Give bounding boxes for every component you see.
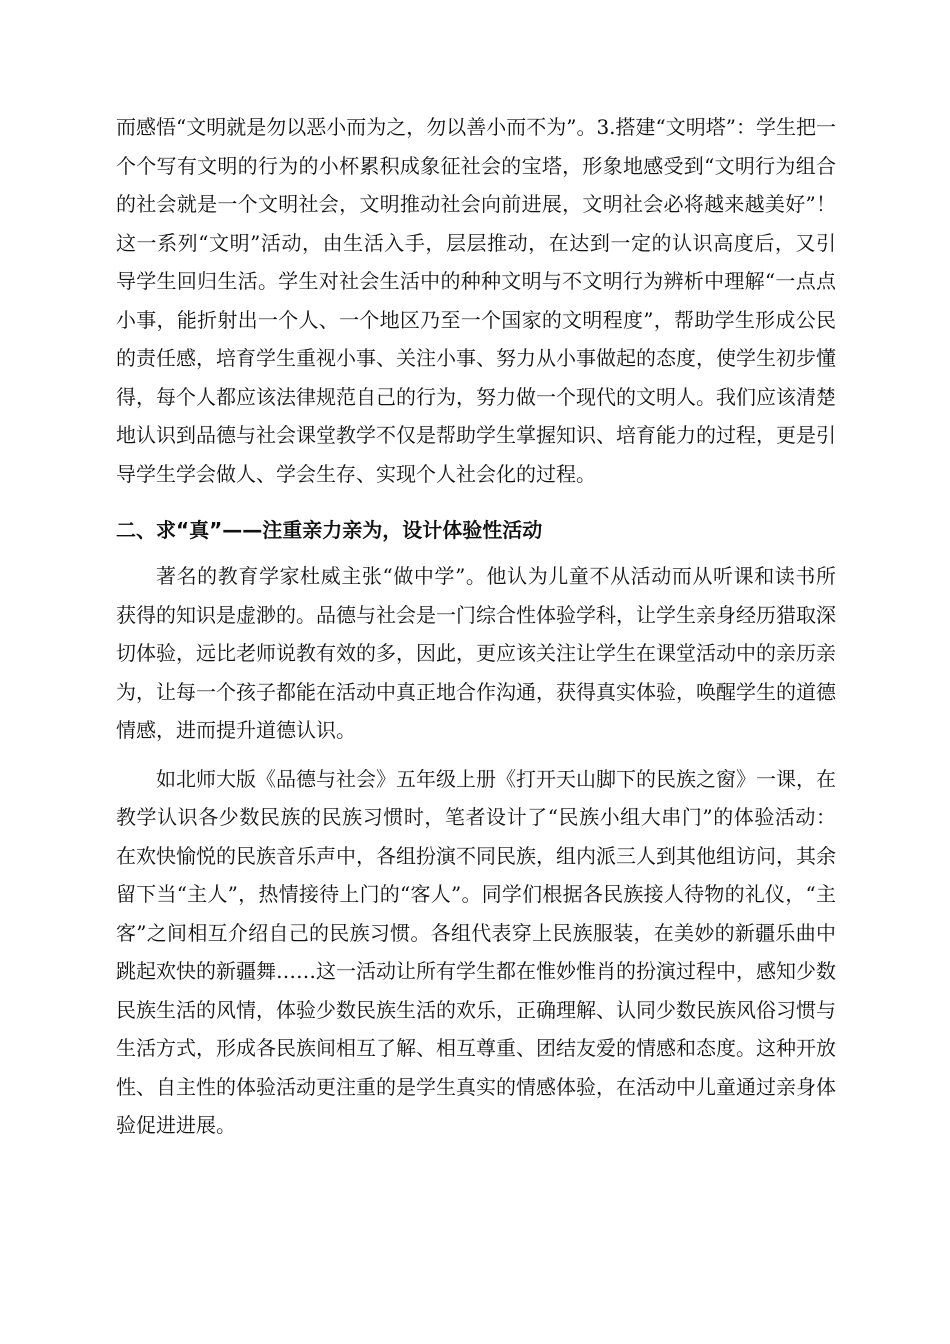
body-paragraph: 如北师大版《品德与社会》五年级上册《打开天山脚下的民族之窗》一课，在教学认识各少数民族的民族习惯时，笔者设计了“民族小组大串门”的体验活动：在欢快愉悦的民族音乐声中，各组扮演不同民族，组内派三人到其他组访问，其余留下当“主人”，热情接待上门的“客人”。同学们根据各民族接人待物的礼仪，“主客”之间相互介绍自己的民族习惯。各组代表穿上民族服装，在美妙的新疆乐曲中跳起欢快的新疆舞……这一活动让所有学生都在惟妙惟肖的扮演过程中，感知少数民族生活的风情，体验少数民族生活的欢乐，正确理解、认同少数民族风俗习惯与生活方式，形成各民族间相互了解、相互尊重、团结友爱的情感和态度。这种开放性、自主性的体验活动更注重的是学生真实的情感体验，在活动中儿童通过亲身体验促进进展。 [116,766,836,1137]
body-paragraph: 著名的教育学家杜威主张“做中学”。他认为儿童不从活动而从听课和读书所获得的知识是虚渺的。品德与社会是一门综合性体验学科，让学生亲身经历猎取深切体验，远比老师说教有效的多，因此，更应该关注让学生在课堂活动中的亲历亲为，让每一个孩子都能在活动中真正地合作沟通，获得真实体验，唤醒学生的道德情感，进而提升道德认识。 [116,564,836,742]
paragraph-gap [116,493,836,503]
body-paragraph: 而感悟“文明就是勿以恶小而为之，勿以善小而不为”。3.搭建“文明塔”：学生把一个个写有文明的行为的小杯累积成象征社会的宝塔，形象地感受到“文明行为组合的社会就是一个文明社会，文明推动社会向前进展，文明社会必将越来越美好”！这一系列“文明”活动，由生活入手，层层推动，在达到一定的认识高度后，又引导学生回归生活。学生对社会生活中的种种文明与不文明行为辨析中理解“一点点小事，能折射出一个人、一个地区乃至一个国家的文明程度”，帮助学生形成公民的责任感，培育学生重视小事、关注小事、努力从小事做起的态度，使学生初步懂得，每个人都应该法律规范自己的行为，努力做一个现代的文明人。我们应该清楚地认识到品德与社会课堂教学不仅是帮助学生掌握知识、培育能力的过程，更是引导学生学会做人、学会生存、实现个人社会化的过程。 [116,115,836,486]
document-page [116,108,836,1145]
paragraph-gap [116,750,836,760]
section-heading: 二、求“真”——注重亲力亲为，设计体验性活动 [116,518,543,542]
